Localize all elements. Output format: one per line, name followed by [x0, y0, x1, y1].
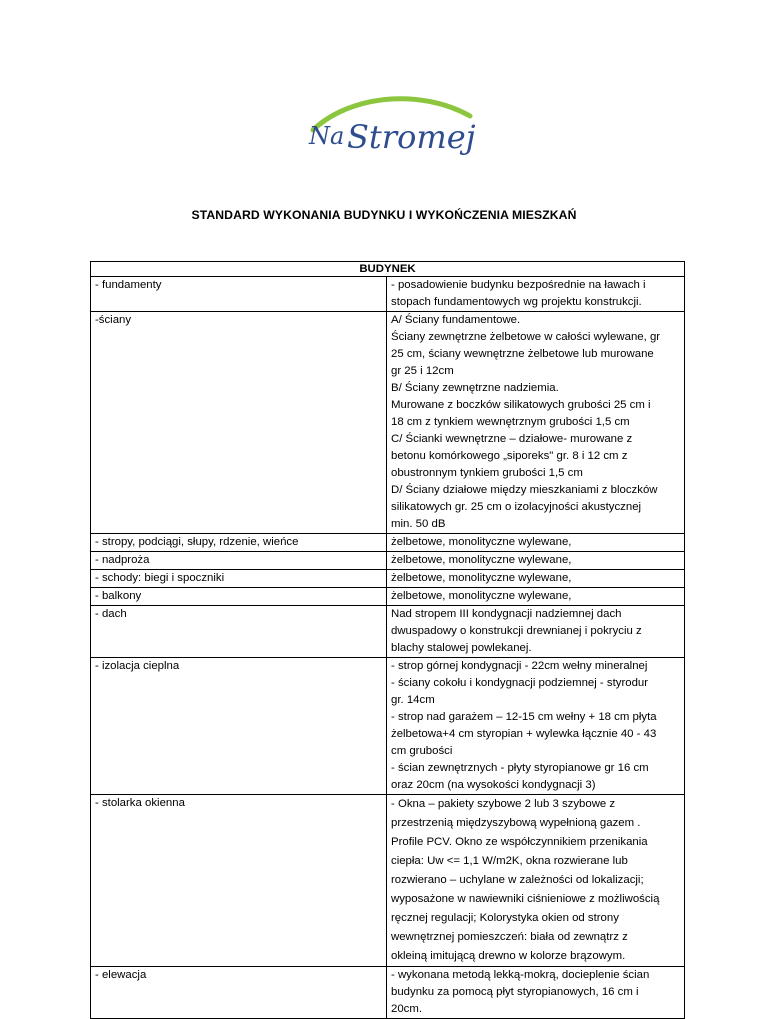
row-label: - fundamenty — [91, 277, 387, 312]
description-line: D/ Ściany działowe między mieszkaniami z bloczków — [391, 484, 658, 496]
description-line: ręcznej regulacji; Kolorystyka okien od strony — [391, 912, 619, 924]
description-line: rozwierano – uchylane w zależności od lokalizacji; — [391, 874, 644, 886]
description-line: 20cm. — [391, 1003, 423, 1015]
row-label: - izolacja cieplna — [91, 658, 387, 795]
table-row — [91, 570, 685, 588]
row-description — [387, 795, 685, 967]
table-row — [91, 552, 685, 570]
row-label: - nadproża — [91, 552, 387, 570]
table-header-budynek: BUDYNEK — [91, 262, 685, 277]
logo-text-name: Stromej — [347, 118, 476, 156]
row-description — [387, 534, 685, 552]
description-line: blachy stalowej powlekanej. — [391, 642, 532, 654]
table-row — [91, 277, 685, 312]
description-line: żelbetowe, monolityczne wylewane, — [391, 554, 572, 566]
description-line: Ściany zewnętrzne żelbetowe w całości wylewane, gr — [391, 331, 661, 343]
table-row — [91, 588, 685, 606]
description-line: - posadowienie budynku bezpośrednie na ławach i — [391, 279, 646, 291]
description-line: - ściany cokołu i kondygnacji podziemnej - styrodur — [391, 677, 649, 689]
description-line: gr 25 i 12cm — [391, 365, 454, 377]
description-line: żelbetowe, monolityczne wylewane, — [391, 572, 572, 584]
row-label: -ściany — [91, 312, 387, 534]
row-label: - balkony — [91, 588, 387, 606]
table-row — [91, 312, 685, 534]
description-line: wyposażone w nawiewniki ciśnieniowe z możliwością — [391, 893, 660, 905]
description-line: dwuspadowy o konstrukcji drewnianej i pokryciu z — [391, 625, 642, 637]
description-line: - wykonana metodą lekką-mokrą, docieplenie ścian — [391, 969, 650, 981]
table-row — [91, 658, 685, 795]
description-line: C/ Ścianki wewnętrzne – działowe- murowane z — [391, 433, 633, 445]
description-line: silikatowych gr. 25 cm o izolacyjności akustycznej — [391, 501, 642, 513]
row-label: - dach — [91, 606, 387, 658]
table-row — [91, 795, 685, 967]
description-line: żelbetowe, monolityczne wylewane, — [391, 590, 572, 602]
description-line: A/ Ściany fundamentowe. — [391, 314, 521, 326]
description-line: budynku za pomocą płyt styropianowych, 16 cm i — [391, 986, 639, 998]
building-standard-table — [90, 261, 685, 1019]
description-line: Nad stropem III kondygnacji nadziemnej dach — [391, 608, 622, 620]
description-line: betonu komórkowego „siporeks" gr. 8 i 12 cm z — [391, 450, 628, 462]
table-row — [91, 967, 685, 1019]
na-stromej-logo — [295, 90, 480, 170]
row-label: - stolarka okienna — [91, 795, 387, 967]
document-title: STANDARD WYKONANIA BUDYNKU I WYKOŃCZENIA MIESZKAŃ — [191, 208, 577, 222]
description-line: obustronnym tynkiem grubości 1,5 cm — [391, 467, 583, 479]
row-description — [387, 570, 685, 588]
row-label: - schody: biegi i spoczniki — [91, 570, 387, 588]
description-line: żelbetowa+4 cm styropian + wylewka łącznie 40 - 43 — [391, 728, 657, 740]
description-line: stopach fundamentowych wg projektu konstrukcji. — [391, 296, 642, 308]
description-line: żelbetowe, monolityczne wylewane, — [391, 536, 572, 548]
row-description — [387, 277, 685, 312]
description-line: okleiną imitującą drewno w kolorze brązowym. — [391, 950, 626, 962]
description-line: cm grubości — [391, 745, 453, 757]
description-line: przestrzenią międzyszybową wypełnioną gazem . — [391, 817, 641, 829]
description-line: - strop nad garażem – 12-15 cm wełny + 18 cm płyta — [391, 711, 657, 723]
description-line: B/ Ściany zewnętrzne nadziemia. — [391, 382, 559, 394]
row-description — [387, 967, 685, 1019]
row-description — [387, 588, 685, 606]
row-description — [387, 552, 685, 570]
description-line: - Okna – pakiety szybowe 2 lub 3 szybowe z — [391, 798, 616, 810]
description-line: Murowane z boczków silikatowych grubości 25 cm i — [391, 399, 651, 411]
row-description — [387, 606, 685, 658]
description-line: 18 cm z tynkiem wewnętrznym grubości 1,5 cm — [391, 416, 630, 428]
description-line: gr. 14cm — [391, 694, 435, 706]
row-description — [387, 312, 685, 534]
row-label: - stropy, podciągi, słupy, rdzenie, wieńce — [91, 534, 387, 552]
description-line: - strop górnej kondygnacji - 22cm wełny mineralnej — [391, 660, 648, 672]
description-line: 25 cm, ściany wewnętrzne żelbetowe lub murowane — [391, 348, 654, 360]
table-row — [91, 534, 685, 552]
logo-text-na: Na — [309, 122, 345, 150]
description-line: oraz 20cm (na wysokości kondygnacji 3) — [391, 779, 596, 791]
row-description — [387, 658, 685, 795]
description-line: - ścian zewnętrznych - płyty styropianowe gr 16 cm — [391, 762, 649, 774]
description-line: min. 50 dB — [391, 518, 446, 530]
description-line: ciepła: Uw <= 1,1 W/m2K, okna rozwierane lub — [391, 855, 628, 867]
table-row — [91, 606, 685, 658]
description-line: wewnętrznej pomieszczeń: biała od zewnątrz z — [391, 931, 628, 943]
description-line: Profile PCV. Okno ze współczynnikiem przenikania — [391, 836, 648, 848]
row-label: - elewacja — [91, 967, 387, 1019]
